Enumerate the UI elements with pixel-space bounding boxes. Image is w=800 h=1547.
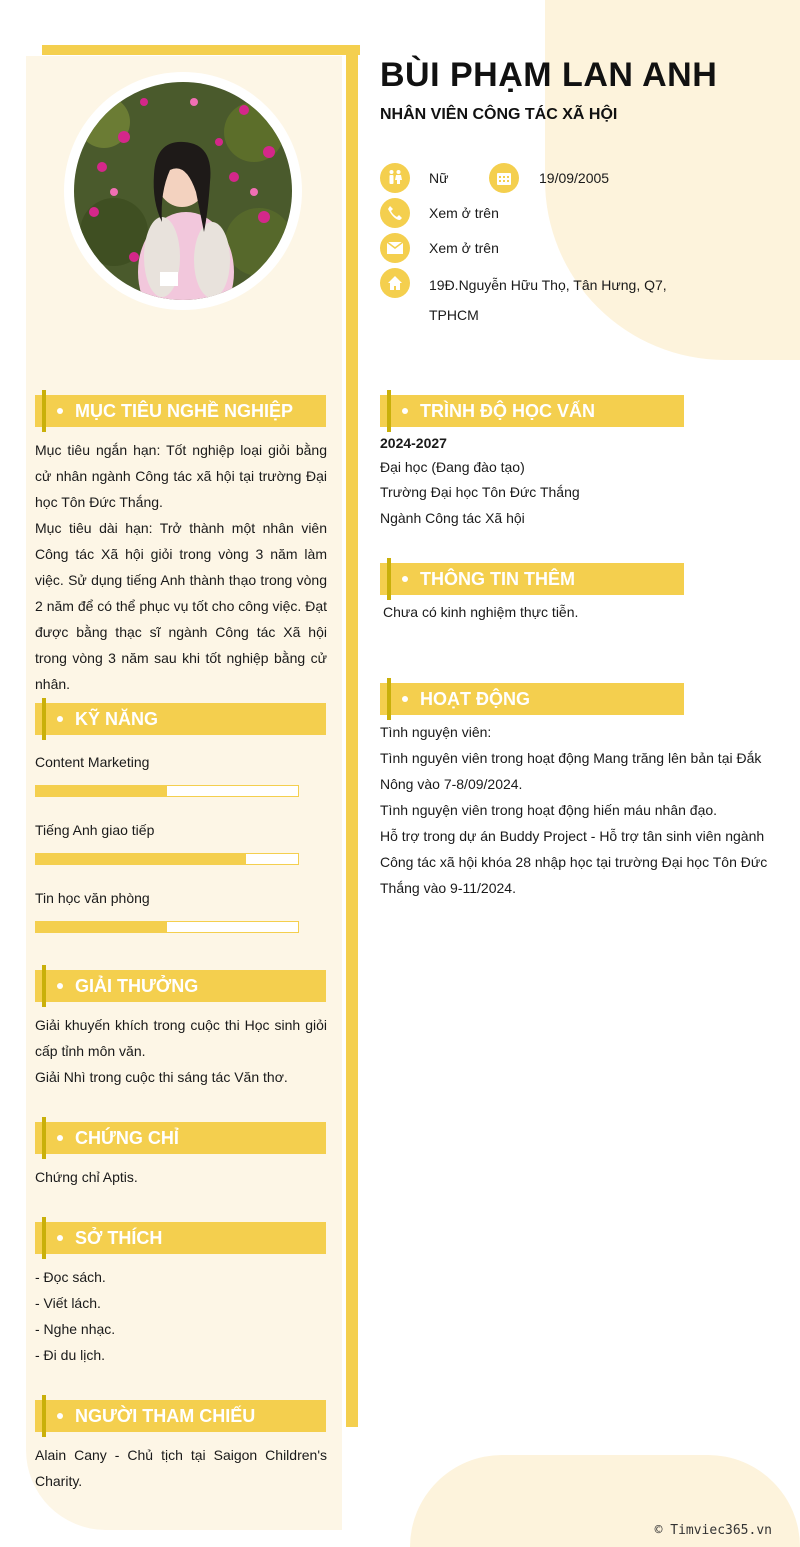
address-line-2: TPHCM (429, 307, 479, 323)
section-header-references (35, 1400, 326, 1432)
section-header-skills (35, 703, 326, 735)
activity-item: Hỗ trợ trong dự án Buddy Project - Hỗ trợ tân sinh viên ngành Công tác xã hội khóa 28 nhập học tại trường Đại học Tôn Đức Thắng vào 9-11/2024. (380, 828, 768, 896)
list-item: - Viết lách. (35, 1295, 101, 1311)
section-title-skills: KỸ NĂNG (75, 709, 159, 729)
section-header-awards (35, 970, 326, 1002)
calendar-icon (489, 163, 519, 193)
avatar (74, 82, 292, 300)
award-item: Giải Nhì trong cuộc thi sáng tác Văn thơ. (35, 1069, 288, 1085)
left-panel-accent-right (346, 45, 358, 1427)
skill-bar-fill (36, 922, 167, 932)
section-title-awards: GIẢI THƯỞNG (75, 976, 199, 996)
gender-value: Nữ (429, 170, 449, 186)
address-line-1: 19Đ.Nguyễn Hữu Thọ, Tân Hưng, Q7, (429, 277, 667, 293)
section-header-additional (380, 563, 684, 595)
email-value: Xem ở trên (429, 240, 499, 256)
objective-short-term: Mục tiêu ngắn hạn: Tốt nghiệp loại giỏi bằng cử nhân ngành Công tác xã hội tại trường Đại học Tôn Đức Thắng. (35, 442, 327, 510)
section-header-hobbies (35, 1222, 326, 1254)
skill-bar-fill (36, 854, 246, 864)
activity-item: Tình nguyện viên trong hoạt động hiến máu nhân đạo. (380, 802, 718, 818)
skill-label: Tiếng Anh giao tiếp (35, 822, 155, 838)
skill-label: Tin học văn phòng (35, 890, 150, 906)
phone-icon (380, 198, 410, 228)
section-header-education (380, 395, 684, 427)
certificate-item: Chứng chỉ Aptis. (35, 1169, 138, 1185)
activities-intro: Tình nguyện viên: (380, 724, 492, 740)
phone-value: Xem ở trên (429, 205, 499, 221)
section-title-objective: MỤC TIÊU NGHỀ NGHIỆP (75, 401, 294, 421)
job-title: NHÂN VIÊN CÔNG TÁC XÃ HỘI (380, 106, 618, 123)
section-title-education: TRÌNH ĐỘ HỌC VẤN (420, 401, 595, 421)
list-item: - Đọc sách. (35, 1269, 106, 1285)
award-item: Giải khuyến khích trong cuộc thi Học sinh giỏi cấp tỉnh môn văn. (35, 1017, 327, 1059)
education-degree: Đại học (Đang đào tạo) (380, 459, 525, 475)
additional-info: Chưa có kinh nghiệm thực tiễn. (383, 604, 579, 620)
list-item: - Nghe nhạc. (35, 1321, 116, 1337)
education-school: Trường Đại học Tôn Đức Thắng (380, 484, 580, 500)
education-major: Ngành Công tác Xã hội (380, 510, 525, 526)
skill-bar-fill (36, 786, 167, 796)
list-item: - Đi du lịch. (35, 1347, 106, 1363)
email-icon (380, 233, 410, 263)
left-panel-accent-top (42, 45, 360, 55)
gender-icon (380, 163, 410, 193)
skill-bar (35, 785, 299, 797)
candidate-name: BÙI PHẠM LAN ANH (380, 56, 718, 94)
birthday-value: 19/09/2005 (539, 170, 610, 186)
section-header-objective (35, 395, 326, 427)
section-header-certificates (35, 1122, 326, 1154)
hobby-list (35, 1264, 327, 1368)
activity-item: Tình nguyên viên trong hoạt động Mang trăng lên bản tại Đắk Nông vào 7-8/09/2024. (380, 750, 762, 792)
section-title-activities: HOẠT ĐỘNG (420, 689, 530, 709)
section-title-additional: THÔNG TIN THÊM (420, 569, 575, 589)
home-icon (380, 268, 410, 298)
section-header-activities (380, 683, 684, 715)
reference-item: Alain Cany - Chủ tịch tại Saigon Children's Charity. (35, 1447, 327, 1489)
skill-bar (35, 853, 299, 865)
section-title-certificates: CHỨNG CHỈ (75, 1128, 179, 1148)
section-title-references: NGƯỜI THAM CHIẾU (75, 1406, 256, 1426)
section-title-hobbies: SỞ THÍCH (75, 1228, 163, 1248)
skill-bar (35, 921, 299, 933)
education-period: 2024-2027 (380, 435, 447, 451)
skill-label: Content Marketing (35, 754, 150, 770)
watermark: © Timviec365.vn (654, 1523, 772, 1538)
address (429, 270, 679, 330)
objective-long-term: Mục tiêu dài hạn: Trở thành một nhân viên Công tác Xã hội giỏi trong vòng 3 năm làm việc. Sử dụng tiếng Anh thành thạo trong vòng 2 năm để có thể phục vụ tốt cho công việc. Đạt được bằng thạc sĩ ngành Công tác Xã hội trong vòng 3 năm sau khi tốt nghiệp bằng cử nhân. (35, 520, 327, 692)
